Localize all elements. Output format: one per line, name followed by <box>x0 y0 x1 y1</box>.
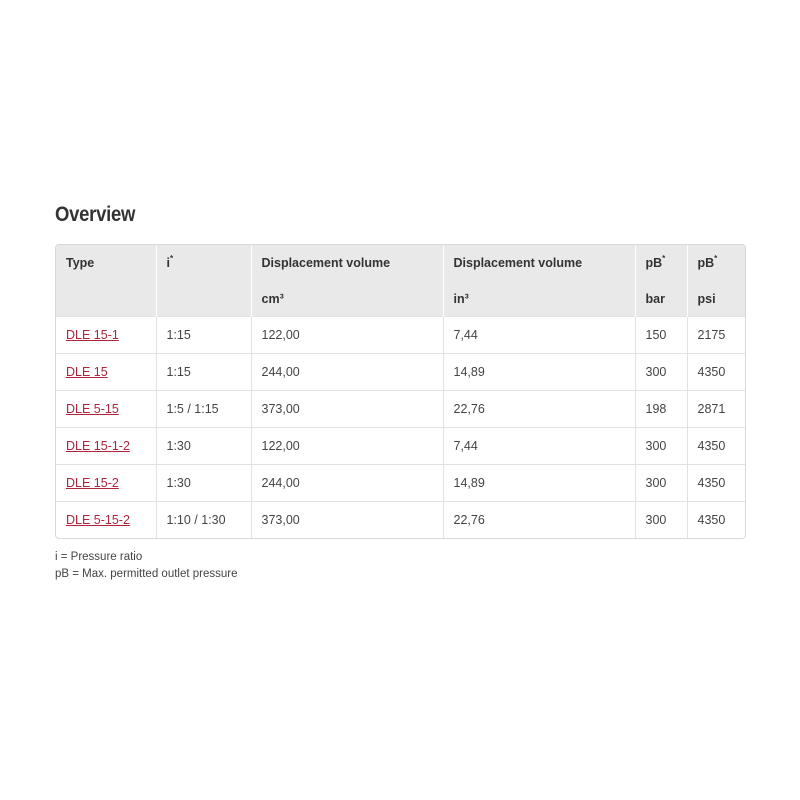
table-row <box>56 428 745 465</box>
cell-cm3: 373,00 <box>251 391 443 428</box>
cell-psi: 4350 <box>687 354 745 391</box>
cell-ratio: 1:10 / 1:30 <box>156 502 251 539</box>
cell-in3: 14,89 <box>443 354 635 391</box>
cell-cm3: 373,00 <box>251 502 443 539</box>
table-row <box>56 391 745 428</box>
header-displacement-in3: Displacement volume <box>443 245 635 281</box>
cell-bar: 300 <box>635 502 687 539</box>
cell-ratio: 1:30 <box>156 428 251 465</box>
cell-type <box>56 502 156 539</box>
cell-ratio: 1:15 <box>156 354 251 391</box>
overview-table <box>56 245 745 538</box>
cell-bar: 198 <box>635 391 687 428</box>
type-link[interactable]: DLE 15 <box>66 365 108 379</box>
cell-bar: 300 <box>635 428 687 465</box>
overview-table-container <box>55 244 746 539</box>
unit-type <box>56 281 156 317</box>
footnote-outlet-pressure: pB = Max. permitted outlet pressure <box>55 568 238 580</box>
cell-ratio: 1:5 / 1:15 <box>156 391 251 428</box>
cell-cm3: 244,00 <box>251 354 443 391</box>
cell-psi: 2175 <box>687 317 745 354</box>
cell-type <box>56 465 156 502</box>
cell-psi: 4350 <box>687 428 745 465</box>
cell-in3: 22,76 <box>443 502 635 539</box>
section-title: Overview <box>55 203 136 226</box>
table-row <box>56 502 745 539</box>
unit-psi: psi <box>687 281 745 317</box>
cell-psi: 4350 <box>687 465 745 502</box>
cell-bar: 150 <box>635 317 687 354</box>
header-type: Type <box>56 245 156 281</box>
unit-ratio <box>156 281 251 317</box>
cell-in3: 22,76 <box>443 391 635 428</box>
type-link[interactable]: DLE 5-15 <box>66 402 119 416</box>
cell-bar: 300 <box>635 465 687 502</box>
header-pressure-psi-marker: * <box>714 254 718 263</box>
cell-type <box>56 428 156 465</box>
type-link[interactable]: DLE 15-1-2 <box>66 439 130 453</box>
cell-cm3: 122,00 <box>251 428 443 465</box>
cell-psi: 4350 <box>687 502 745 539</box>
table-row <box>56 354 745 391</box>
header-displacement-cm3: Displacement volume <box>251 245 443 281</box>
header-pressure-bar: pB* <box>635 245 687 281</box>
cell-type <box>56 354 156 391</box>
cell-in3: 7,44 <box>443 317 635 354</box>
header-pressure-psi: pB* <box>687 245 745 281</box>
cell-cm3: 244,00 <box>251 465 443 502</box>
header-row <box>56 245 745 281</box>
cell-bar: 300 <box>635 354 687 391</box>
unit-in3: in³ <box>443 281 635 317</box>
cell-ratio: 1:30 <box>156 465 251 502</box>
footnote-pressure-ratio: i = Pressure ratio <box>55 551 143 563</box>
table-row <box>56 465 745 502</box>
type-link[interactable]: DLE 15-1 <box>66 328 119 342</box>
header-ratio: i* <box>156 245 251 281</box>
unit-row <box>56 281 745 317</box>
cell-type <box>56 317 156 354</box>
table-row <box>56 317 745 354</box>
type-link[interactable]: DLE 15-2 <box>66 476 119 490</box>
cell-type <box>56 391 156 428</box>
unit-cm3: cm³ <box>251 281 443 317</box>
cell-ratio: 1:15 <box>156 317 251 354</box>
header-ratio-marker: * <box>169 254 174 263</box>
cell-in3: 14,89 <box>443 465 635 502</box>
type-link[interactable]: DLE 5-15-2 <box>66 513 130 527</box>
cell-psi: 2871 <box>687 391 745 428</box>
cell-cm3: 122,00 <box>251 317 443 354</box>
unit-bar: bar <box>635 281 687 317</box>
header-pressure-bar-marker: * <box>662 254 666 263</box>
cell-in3: 7,44 <box>443 428 635 465</box>
footnotes <box>55 549 238 583</box>
